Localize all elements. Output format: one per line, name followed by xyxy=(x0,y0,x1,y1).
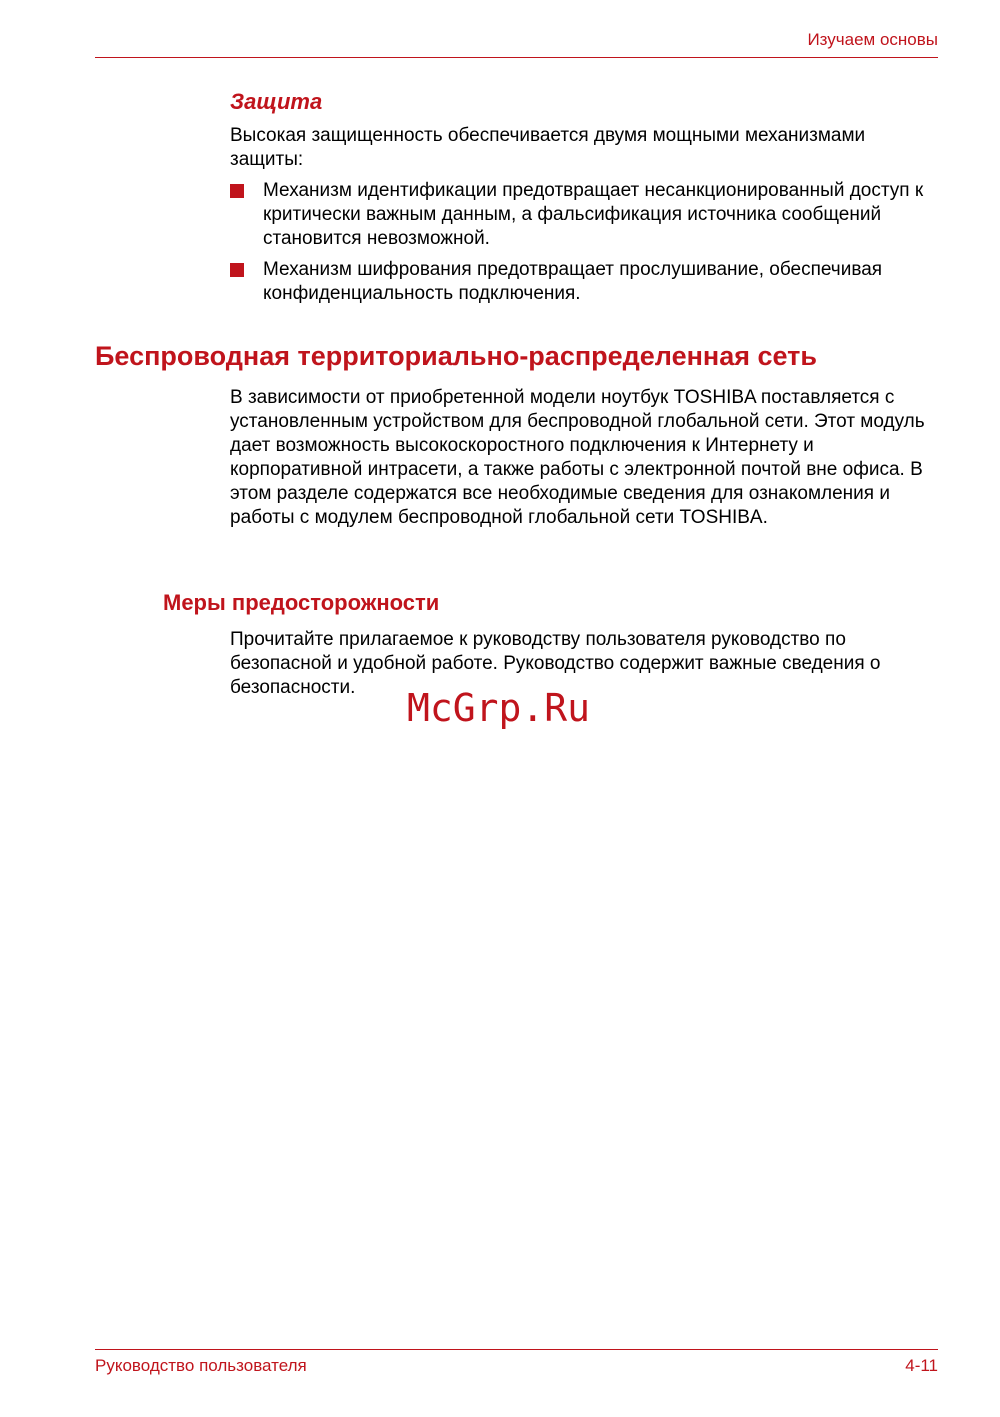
security-bullet-list xyxy=(230,179,940,313)
list-item xyxy=(230,179,940,251)
precautions-heading: Меры предосторожности xyxy=(163,590,440,615)
security-intro: Высокая защищенность обеспечивается двумя мощными механизмами защиты: xyxy=(230,125,866,170)
security-heading: Защита xyxy=(230,89,323,114)
footer-divider xyxy=(95,1349,938,1350)
page-number: 4-11 xyxy=(905,1356,938,1375)
header-divider xyxy=(95,57,938,58)
wwan-heading: Беспроводная территориально-распределенная сеть xyxy=(95,341,817,371)
running-header: Изучаем основы xyxy=(807,30,938,49)
wwan-body: В зависимости от приобретенной модели ноутбук TOSHIBA поставляется с установленным устройством для беспроводной глобальной сети. Этот модуль дает возможность высокоскоростного подключения к Интернету и корпоративной интрасети, а также работы с электронной почтой вне офиса. В этом разделе содержатся все необходимые сведения для ознакомления и работы с модулем беспроводной глобальной сети TOSHIBA. xyxy=(230,387,925,528)
bullet-text: Механизм идентификации предотвращает несанкционированный доступ к критически важным данным, а фальсификация источника сообщений становится невозможной. xyxy=(263,180,924,249)
footer-doc-title: Руководство пользователя xyxy=(95,1356,307,1375)
square-bullet-icon xyxy=(230,263,244,277)
square-bullet-icon xyxy=(230,184,244,198)
watermark: McGrp.Ru xyxy=(407,686,591,730)
precautions-body: Прочитайте прилагаемое к руководству пользователя руководство по безопасной и удобной работе. Руководство содержит важные сведения о безопасности. xyxy=(230,629,881,698)
list-item xyxy=(230,258,940,306)
bullet-text: Механизм шифрования предотвращает прослушивание, обеспечивая конфиденциальность подключения. xyxy=(263,259,883,304)
